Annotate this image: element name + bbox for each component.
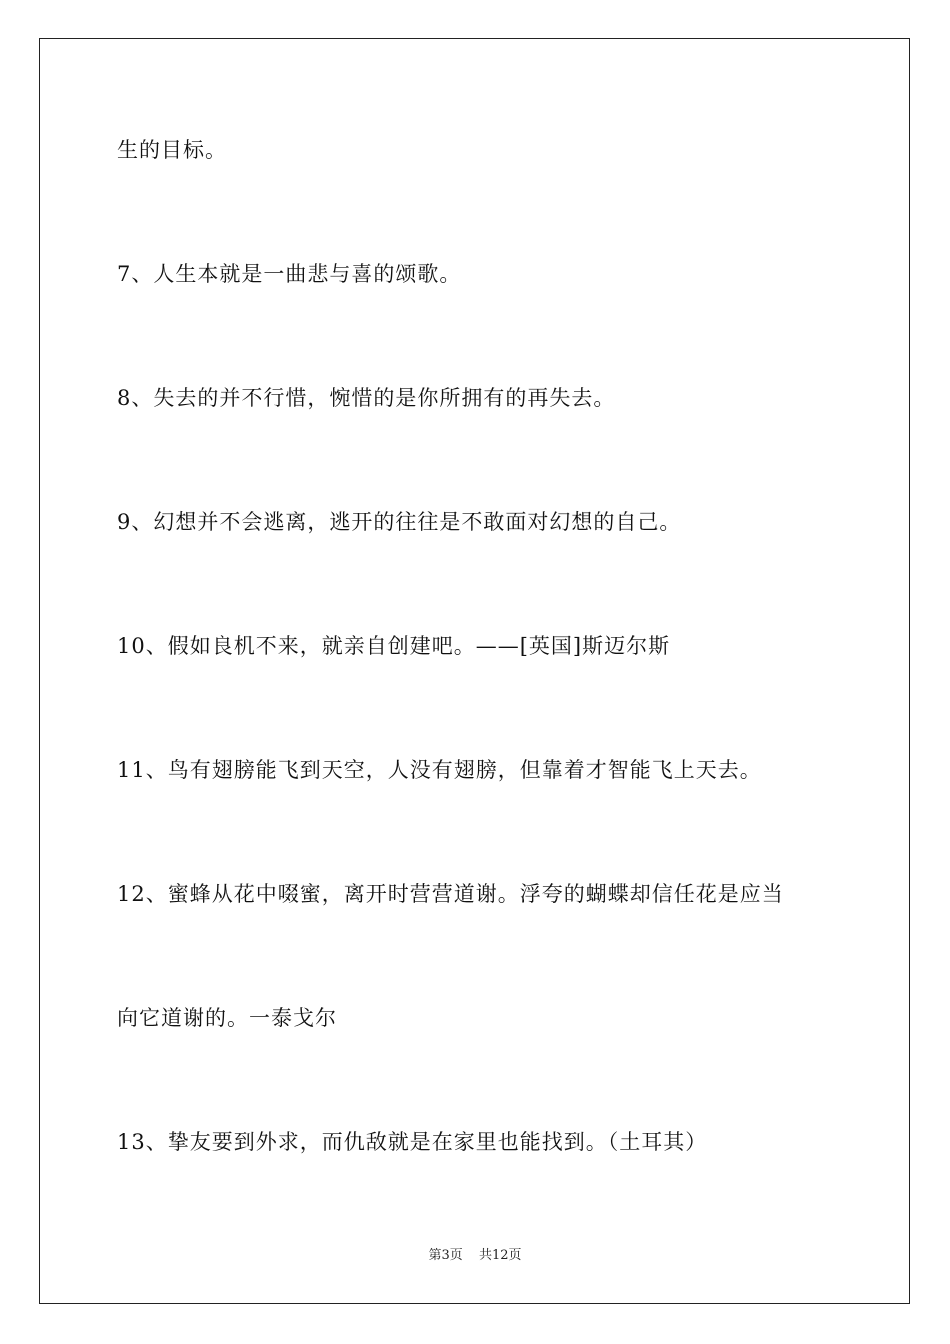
text-line: 12、蜜蜂从花中啜蜜，离开时营营道谢。浮夸的蝴蝶却信任花是应当 (117, 882, 784, 906)
text-line: 生的目标。 (117, 138, 227, 162)
text-line: 9、幻想并不会逃离，逃开的往往是不敢面对幻想的自己。 (117, 510, 682, 534)
page-frame (39, 38, 910, 1304)
text-line: 11、鸟有翅膀能飞到天空，人没有翅膀，但靠着才智能飞上天去。 (117, 758, 762, 782)
page-number: 第3页 (428, 1248, 463, 1263)
text-line: 向它道谢的。一泰戈尔 (117, 1006, 337, 1030)
text-line: 13、挚友要到外求，而仇敌就是在家里也能找到。（土耳其） (117, 1130, 708, 1154)
page-footer (0, 1247, 950, 1265)
text-line: 8、失去的并不行惜，惋惜的是你所拥有的再失去。 (117, 386, 616, 410)
text-line: 7、人生本就是一曲悲与喜的颂歌。 (117, 262, 462, 286)
text-line: 10、假如良机不来，就亲自创建吧。——[英国]斯迈尔斯 (117, 634, 671, 658)
page-total: 共12页 (478, 1248, 522, 1263)
